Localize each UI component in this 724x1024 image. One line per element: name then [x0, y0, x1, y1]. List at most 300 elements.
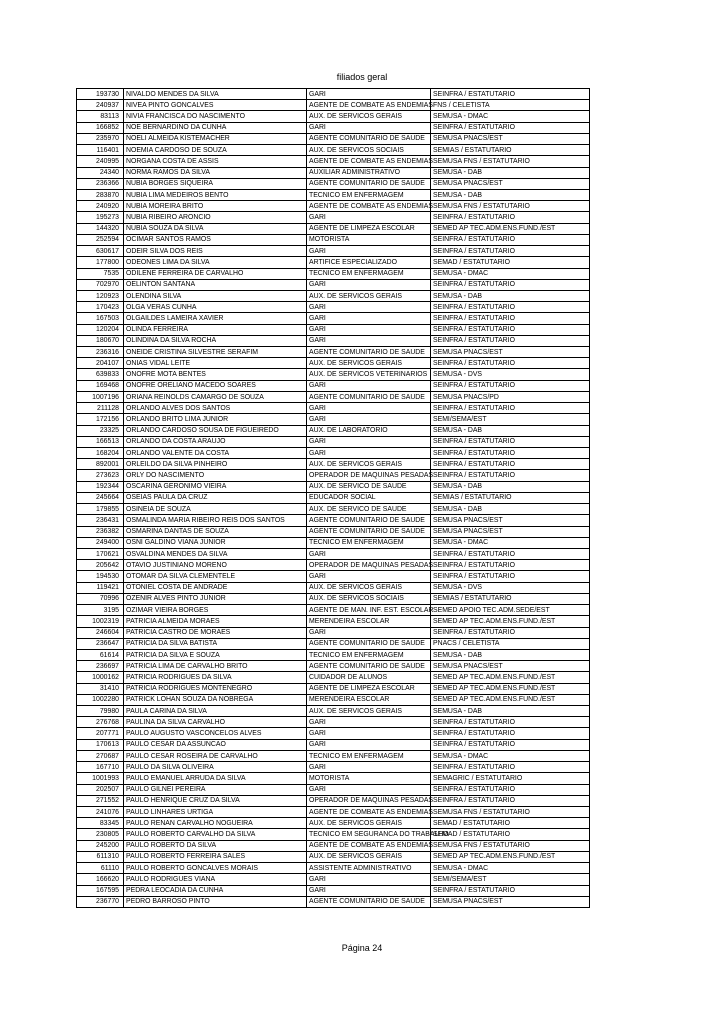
department-cell: SEMUSA PNACS/EST — [431, 661, 590, 672]
department-cell: SEMUSA PNACS/EST — [431, 178, 590, 189]
role-cell: GARI — [307, 335, 431, 346]
table-row — [77, 807, 590, 818]
role-cell: AGENTE COMUNITARIO DE SAUDE — [307, 133, 431, 144]
role-cell: AUXILIAR ADMINISTRATIVO — [307, 167, 431, 178]
registration-cell: 202507 — [77, 784, 124, 795]
department-cell: SEMED AP TEC.ADM.ENS.FUND./EST — [431, 683, 590, 694]
name-cell: PAULA CARINA DA SILVA — [124, 706, 307, 717]
registration-cell: 192344 — [77, 481, 124, 492]
table-row — [77, 223, 590, 234]
role-cell: AGENTE COMUNITARIO DE SAUDE — [307, 391, 431, 402]
role-cell: MOTORISTA — [307, 234, 431, 245]
registration-cell: 270687 — [77, 750, 124, 761]
role-cell: TECNICO EM ENFERMAGEM — [307, 268, 431, 279]
department-cell: SEMUSA - DAB — [431, 290, 590, 301]
department-cell: SEINFRA / ESTATUTARIO — [431, 122, 590, 133]
members-table — [76, 88, 590, 908]
name-cell: ODILENE FERREIRA DE CARVALHO — [124, 268, 307, 279]
department-cell: SEINFRA / ESTATUTARIO — [431, 560, 590, 571]
page-title: filiados geral — [336, 72, 388, 82]
department-cell: SEMUSA - DAB — [431, 706, 590, 717]
name-cell: NOEMIA CARDOSO DE SOUZA — [124, 145, 307, 156]
registration-cell: 236316 — [77, 347, 124, 358]
table-row — [77, 627, 590, 638]
table-row — [77, 133, 590, 144]
department-cell: SEMUSA - DAB — [431, 481, 590, 492]
registration-cell: 179855 — [77, 504, 124, 515]
registration-cell: 177800 — [77, 257, 124, 268]
department-cell: SEMUSA PNACS/EST — [431, 896, 590, 907]
table-row — [77, 481, 590, 492]
department-cell: SEMIAS / ESTATUTARIO — [431, 593, 590, 604]
department-cell: SEMED AP TEC.ADM.ENS.FUND./EST — [431, 694, 590, 705]
registration-cell: 79980 — [77, 706, 124, 717]
department-cell: SEINFRA / ESTATUTARIO — [431, 762, 590, 773]
name-cell: PEDRO BARROSO PINTO — [124, 896, 307, 907]
registration-cell: 70996 — [77, 593, 124, 604]
name-cell: NIVEA PINTO GONCALVES — [124, 100, 307, 111]
name-cell: OSEIAS PAULA DA CRUZ — [124, 492, 307, 503]
name-cell: ORLANDO VALENTE DA COSTA — [124, 448, 307, 459]
name-cell: PAULO RODRIGUES VIANA — [124, 874, 307, 885]
table-row — [77, 335, 590, 346]
department-cell: SEMUSA FNS / ESTATUTARIO — [431, 807, 590, 818]
role-cell: TECNICO EM ENFERMAGEM — [307, 537, 431, 548]
role-cell: GARI — [307, 784, 431, 795]
department-cell: SEMUSA FNS / ESTATUTARIO — [431, 156, 590, 167]
name-cell: PAULO DA SILVA OLIVEIRA — [124, 762, 307, 773]
table-row — [77, 459, 590, 470]
registration-cell: 24340 — [77, 167, 124, 178]
registration-cell: 120923 — [77, 290, 124, 301]
role-cell: GARI — [307, 380, 431, 391]
role-cell: GARI — [307, 122, 431, 133]
department-cell: SEINFRA / ESTATUTARIO — [431, 459, 590, 470]
registration-cell: 23325 — [77, 425, 124, 436]
registration-cell: 702970 — [77, 279, 124, 290]
role-cell: GARI — [307, 762, 431, 773]
table-row — [77, 683, 590, 694]
name-cell: PAULO CESAR ROSEIRA DE CARVALHO — [124, 750, 307, 761]
registration-cell: 170423 — [77, 302, 124, 313]
registration-cell: 207771 — [77, 728, 124, 739]
table-row — [77, 470, 590, 481]
department-cell: SEMUSA - DVS — [431, 369, 590, 380]
registration-cell: 1001993 — [77, 773, 124, 784]
table-row — [77, 313, 590, 324]
table-row — [77, 515, 590, 526]
name-cell: PAULO HENRIQUE CRUZ DA SILVA — [124, 795, 307, 806]
table-row — [77, 717, 590, 728]
role-cell: AGENTE COMUNITARIO DE SAUDE — [307, 896, 431, 907]
table-row — [77, 448, 590, 459]
name-cell: PEDRA LEOCADIA DA CUNHA — [124, 885, 307, 896]
name-cell: ONIAS VIDAL LEITE — [124, 358, 307, 369]
name-cell: PAULO AUGUSTO VASCONCELOS ALVES — [124, 728, 307, 739]
table-row — [77, 358, 590, 369]
name-cell: OSMARINA DANTAS DE SOUZA — [124, 526, 307, 537]
name-cell: PATRICIA RODRIGUES MONTENEGRO — [124, 683, 307, 694]
registration-cell: 630617 — [77, 246, 124, 257]
department-cell: SEMUSA PNACS/EST — [431, 347, 590, 358]
registration-cell: 249400 — [77, 537, 124, 548]
name-cell: NUBIA BORGES SIQUEIRA — [124, 178, 307, 189]
department-cell: SEINFRA / ESTATUTARIO — [431, 717, 590, 728]
role-cell: GARI — [307, 89, 431, 100]
registration-cell: 167710 — [77, 762, 124, 773]
department-cell: SEMED APOIO TEC.ADM.SEDE/EST — [431, 605, 590, 616]
table-row — [77, 425, 590, 436]
name-cell: PATRICK LOHAN SOUZA DA NOBREGA — [124, 694, 307, 705]
department-cell: SEMED AP TEC.ADM.ENS.FUND./EST — [431, 851, 590, 862]
role-cell: GARI — [307, 246, 431, 257]
table-row — [77, 145, 590, 156]
department-cell: SEINFRA / ESTATUTARIO — [431, 436, 590, 447]
table-row — [77, 391, 590, 402]
registration-cell: 236431 — [77, 515, 124, 526]
registration-cell: 169468 — [77, 380, 124, 391]
name-cell: OLGA VERAS CUNHA — [124, 302, 307, 313]
department-cell: SEINFRA / ESTATUTARIO — [431, 279, 590, 290]
name-cell: OSMALINDA MARIA RIBEIRO REIS DOS SANTOS — [124, 515, 307, 526]
role-cell: MERENDEIRA ESCOLAR — [307, 694, 431, 705]
registration-cell: 271552 — [77, 795, 124, 806]
registration-cell: 204107 — [77, 358, 124, 369]
registration-cell: 194530 — [77, 571, 124, 582]
registration-cell: 7535 — [77, 268, 124, 279]
role-cell: GARI — [307, 212, 431, 223]
name-cell: PATRICIA RODRIGUES DA SILVA — [124, 672, 307, 683]
role-cell: AUX. DE SERVICOS VETERINARIOS — [307, 369, 431, 380]
table-row — [77, 896, 590, 907]
table-row — [77, 638, 590, 649]
role-cell: AUX. DE SERVICOS GERAIS — [307, 706, 431, 717]
name-cell: PATRICIA CASTRO DE MORAES — [124, 627, 307, 638]
registration-cell: 236366 — [77, 178, 124, 189]
table-row — [77, 380, 590, 391]
role-cell: TECNICO EM SEGURANCA DO TRABALHO — [307, 829, 431, 840]
name-cell: OLENDINA SILVA — [124, 290, 307, 301]
registration-cell: 83113 — [77, 111, 124, 122]
table-row — [77, 122, 590, 133]
table-row — [77, 593, 590, 604]
name-cell: OTOMAR DA SILVA CLEMENTELE — [124, 571, 307, 582]
registration-cell: 245664 — [77, 492, 124, 503]
table-row — [77, 706, 590, 717]
registration-cell: 892001 — [77, 459, 124, 470]
department-cell: SEMUSA - DMAC — [431, 750, 590, 761]
registration-cell: 241076 — [77, 807, 124, 818]
table-row — [77, 189, 590, 200]
department-cell: SEMI/SEMA/EST — [431, 874, 590, 885]
role-cell: GARI — [307, 728, 431, 739]
table-row — [77, 661, 590, 672]
name-cell: OCIMAR SANTOS RAMOS — [124, 234, 307, 245]
role-cell: CUIDADOR DE ALUNOS — [307, 672, 431, 683]
table-row — [77, 773, 590, 784]
department-cell: SEMI/SEMA/EST — [431, 414, 590, 425]
department-cell: SEINFRA / ESTATUTARIO — [431, 448, 590, 459]
role-cell: AUX. DE SERVICO DE SAUDE — [307, 504, 431, 515]
department-cell: SEINFRA / ESTATUTARIO — [431, 358, 590, 369]
name-cell: PAULO ROBERTO CARVALHO DA SILVA — [124, 829, 307, 840]
role-cell: GARI — [307, 571, 431, 582]
name-cell: PATRICIA ALMEIDA MORAES — [124, 616, 307, 627]
table-row — [77, 605, 590, 616]
name-cell: PATRICIA DA SILVA BATISTA — [124, 638, 307, 649]
name-cell: ORLEILDO DA SILVA PINHEIRO — [124, 459, 307, 470]
role-cell: ARTIFICE ESPECIALIZADO — [307, 257, 431, 268]
name-cell: OZENIR ALVES PINTO JUNIOR — [124, 593, 307, 604]
role-cell: AGENTE DE COMBATE AS ENDEMIAS — [307, 807, 431, 818]
table-row — [77, 89, 590, 100]
department-cell: SEMUSA - DMAC — [431, 268, 590, 279]
registration-cell: 120204 — [77, 324, 124, 335]
registration-cell: 180670 — [77, 335, 124, 346]
role-cell: AUX. DE SERVICOS GERAIS — [307, 290, 431, 301]
department-cell: SEINFRA / ESTATUTARIO — [431, 89, 590, 100]
name-cell: ORLANDO ALVES DOS SANTOS — [124, 403, 307, 414]
registration-cell: 166852 — [77, 122, 124, 133]
table-row — [77, 739, 590, 750]
department-cell: SEINFRA / ESTATUTARIO — [431, 571, 590, 582]
department-cell: SEMUSA - DMAC — [431, 537, 590, 548]
department-cell: SEMED AP TEC.ADM.ENS.FUND./EST — [431, 223, 590, 234]
name-cell: PATRICIA DA SILVA E SOUZA — [124, 649, 307, 660]
department-cell: PNACS / CELETISTA — [431, 638, 590, 649]
role-cell: AUX. DE SERVICOS GERAIS — [307, 358, 431, 369]
table-row — [77, 616, 590, 627]
registration-cell: 3195 — [77, 605, 124, 616]
name-cell: PAULO RENAN CARVALHO NOGUEIRA — [124, 818, 307, 829]
role-cell: AGENTE COMUNITARIO DE SAUDE — [307, 526, 431, 537]
registration-cell: 195273 — [77, 212, 124, 223]
name-cell: NIVALDO MENDES DA SILVA — [124, 89, 307, 100]
table-row — [77, 728, 590, 739]
department-cell: SEMUSA - DVS — [431, 582, 590, 593]
name-cell: OSCARINA GERONIMO VIEIRA — [124, 481, 307, 492]
table-row — [77, 548, 590, 559]
name-cell: ODEONES LIMA DA SILVA — [124, 257, 307, 268]
role-cell: MOTORISTA — [307, 773, 431, 784]
registration-cell: 236697 — [77, 661, 124, 672]
role-cell: AGENTE DE COMBATE AS ENDEMIAS — [307, 840, 431, 851]
role-cell: AGENTE DE COMBATE AS ENDEMIAS — [307, 201, 431, 212]
registration-cell: 236770 — [77, 896, 124, 907]
table-row — [77, 246, 590, 257]
registration-cell: 166620 — [77, 874, 124, 885]
members-table-body — [77, 89, 590, 908]
name-cell: PAULO GILNEI PEREIRA — [124, 784, 307, 795]
name-cell: ORLANDO BRITO LIMA JUNIOR — [124, 414, 307, 425]
table-row — [77, 526, 590, 537]
table-row — [77, 750, 590, 761]
table-row — [77, 290, 590, 301]
name-cell: ONEIDE CRISTINA SILVESTRE SERAFIM — [124, 347, 307, 358]
name-cell: OLINDA FERREIRA — [124, 324, 307, 335]
department-cell: SEMUSA - DMAC — [431, 863, 590, 874]
table-row — [77, 167, 590, 178]
table-row — [77, 795, 590, 806]
registration-cell: 83345 — [77, 818, 124, 829]
name-cell: NORGANA COSTA DE ASSIS — [124, 156, 307, 167]
role-cell: OPERADOR DE MAQUINAS PESADAS — [307, 560, 431, 571]
table-row — [77, 649, 590, 660]
registration-cell: 235970 — [77, 133, 124, 144]
role-cell: AUX. DE SERVICOS SOCIAIS — [307, 145, 431, 156]
registration-cell: 205642 — [77, 560, 124, 571]
role-cell: AUX. DE LABORATORIO — [307, 425, 431, 436]
table-row — [77, 279, 590, 290]
role-cell: EDUCADOR SOCIAL — [307, 492, 431, 503]
registration-cell: 1002319 — [77, 616, 124, 627]
table-row — [77, 851, 590, 862]
role-cell: GARI — [307, 448, 431, 459]
name-cell: ORLANDO CARDOSO SOUSA DE FIGUEIREDO — [124, 425, 307, 436]
table-row — [77, 324, 590, 335]
department-cell: SEINFRA / ESTATUTARIO — [431, 324, 590, 335]
table-row — [77, 369, 590, 380]
role-cell: AUX. DE SERVICO DE SAUDE — [307, 481, 431, 492]
name-cell: OLGAILDES LAMEIRA XAVIER — [124, 313, 307, 324]
department-cell: SEMAGRIC / ESTATUTARIO — [431, 773, 590, 784]
department-cell: SEMUSA PNACS/EST — [431, 526, 590, 537]
registration-cell: 144320 — [77, 223, 124, 234]
name-cell: OZIMAR VIEIRA BORGES — [124, 605, 307, 616]
role-cell: MERENDEIRA ESCOLAR — [307, 616, 431, 627]
role-cell: GARI — [307, 324, 431, 335]
department-cell: SEMUSA PNACS/EST — [431, 515, 590, 526]
registration-cell: 236382 — [77, 526, 124, 537]
department-cell: SEMUSA - DAB — [431, 649, 590, 660]
role-cell: GARI — [307, 279, 431, 290]
department-cell: SEMAD / ESTATUTARIO — [431, 818, 590, 829]
role-cell: GARI — [307, 302, 431, 313]
table-row — [77, 504, 590, 515]
department-cell: SEMIAS / ESTATUTARIO — [431, 492, 590, 503]
registration-cell: 168204 — [77, 448, 124, 459]
role-cell: GARI — [307, 313, 431, 324]
department-cell: SEINFRA / ESTATUTARIO — [431, 335, 590, 346]
registration-cell: 61110 — [77, 863, 124, 874]
registration-cell: 61614 — [77, 649, 124, 660]
name-cell: PAULO EMANUEL ARRUDA DA SILVA — [124, 773, 307, 784]
table-row — [77, 829, 590, 840]
name-cell: NOE BERNARDINO DA CUNHA — [124, 122, 307, 133]
table-row — [77, 268, 590, 279]
name-cell: PAULINA DA SILVA CARVALHO — [124, 717, 307, 728]
department-cell: SEINFRA / ESTATUTARIO — [431, 246, 590, 257]
name-cell: OLINDINA DA SILVA ROCHA — [124, 335, 307, 346]
registration-cell: 230805 — [77, 829, 124, 840]
role-cell: AUX. DE SERVICOS GERAIS — [307, 582, 431, 593]
table-row — [77, 178, 590, 189]
registration-cell: 31410 — [77, 683, 124, 694]
role-cell: GARI — [307, 414, 431, 425]
name-cell: NOELI ALMEIDA KISTEMACHER — [124, 133, 307, 144]
table-row — [77, 234, 590, 245]
role-cell: GARI — [307, 874, 431, 885]
role-cell: AGENTE DE COMBATE AS ENDEMIAS — [307, 156, 431, 167]
registration-cell: 611310 — [77, 851, 124, 862]
table-row — [77, 100, 590, 111]
table-row — [77, 840, 590, 851]
name-cell: OTAVIO JUSTINIANO MORENO — [124, 560, 307, 571]
department-cell: SEMUSA PNACS/PD — [431, 391, 590, 402]
registration-cell: 211128 — [77, 403, 124, 414]
name-cell: OELINTON SANTANA — [124, 279, 307, 290]
registration-cell: 246604 — [77, 627, 124, 638]
name-cell: NUBIA LIMA MEDEIROS BENTO — [124, 189, 307, 200]
name-cell: OSNI GALDINO VIANA JUNIOR — [124, 537, 307, 548]
role-cell: AGENTE DE LIMPEZA ESCOLAR — [307, 683, 431, 694]
department-cell: SEINFRA / ESTATUTARIO — [431, 234, 590, 245]
registration-cell: 170613 — [77, 739, 124, 750]
table-row — [77, 885, 590, 896]
registration-cell: 240995 — [77, 156, 124, 167]
registration-cell: 193730 — [77, 89, 124, 100]
name-cell: NORMA RAMOS DA SILVA — [124, 167, 307, 178]
registration-cell: 167503 — [77, 313, 124, 324]
name-cell: NUBIA SOUZA DA SILVA — [124, 223, 307, 234]
registration-cell: 166513 — [77, 436, 124, 447]
name-cell: PAULO ROBERTO FERREIRA SALES — [124, 851, 307, 862]
table-row — [77, 874, 590, 885]
department-cell: SEINFRA / ESTATUTARIO — [431, 795, 590, 806]
table-row — [77, 492, 590, 503]
department-cell: SEMUSA - DAB — [431, 189, 590, 200]
registration-cell: 1002280 — [77, 694, 124, 705]
registration-cell: 116401 — [77, 145, 124, 156]
role-cell: GARI — [307, 885, 431, 896]
department-cell: SEMUSA - DAB — [431, 425, 590, 436]
table-row — [77, 762, 590, 773]
role-cell: AGENTE COMUNITARIO DE SAUDE — [307, 515, 431, 526]
department-cell: SEMAD / ESTATUTARIO — [431, 257, 590, 268]
table-row — [77, 537, 590, 548]
role-cell: AUX. DE SERVICOS GERAIS — [307, 459, 431, 470]
table-row — [77, 436, 590, 447]
registration-cell: 639833 — [77, 369, 124, 380]
registration-cell: 170621 — [77, 548, 124, 559]
department-cell: SEINFRA / ESTATUTARIO — [431, 885, 590, 896]
registration-cell: 167595 — [77, 885, 124, 896]
table-row — [77, 111, 590, 122]
name-cell: PAULO ROBERTO DA SILVA — [124, 840, 307, 851]
department-cell: SEMED AP TEC.ADM.ENS.FUND./EST — [431, 616, 590, 627]
name-cell: PAULO ROBERTO GONCALVES MORAIS — [124, 863, 307, 874]
name-cell: ORLY DO NASCIMENTO — [124, 470, 307, 481]
role-cell: TECNICO EM ENFERMAGEM — [307, 750, 431, 761]
table-row — [77, 414, 590, 425]
registration-cell: 240920 — [77, 201, 124, 212]
members-table-container — [76, 88, 589, 908]
table-row — [77, 694, 590, 705]
role-cell: TECNICO EM ENFERMAGEM — [307, 649, 431, 660]
department-cell: SEMUSA - DMAC — [431, 111, 590, 122]
department-cell: SEINFRA / ESTATUTARIO — [431, 212, 590, 223]
name-cell: ONOFRE ORELIANO MACEDO SOARES — [124, 380, 307, 391]
table-row — [77, 863, 590, 874]
role-cell: OPERADOR DE MAQUINAS PESADAS — [307, 795, 431, 806]
role-cell: GARI — [307, 627, 431, 638]
department-cell: SEINFRA / ESTATUTARIO — [431, 403, 590, 414]
role-cell: GARI — [307, 548, 431, 559]
department-cell: SEINFRA / ESTATUTARIO — [431, 784, 590, 795]
role-cell: TECNICO EM ENFERMAGEM — [307, 189, 431, 200]
table-row — [77, 403, 590, 414]
registration-cell: 172156 — [77, 414, 124, 425]
